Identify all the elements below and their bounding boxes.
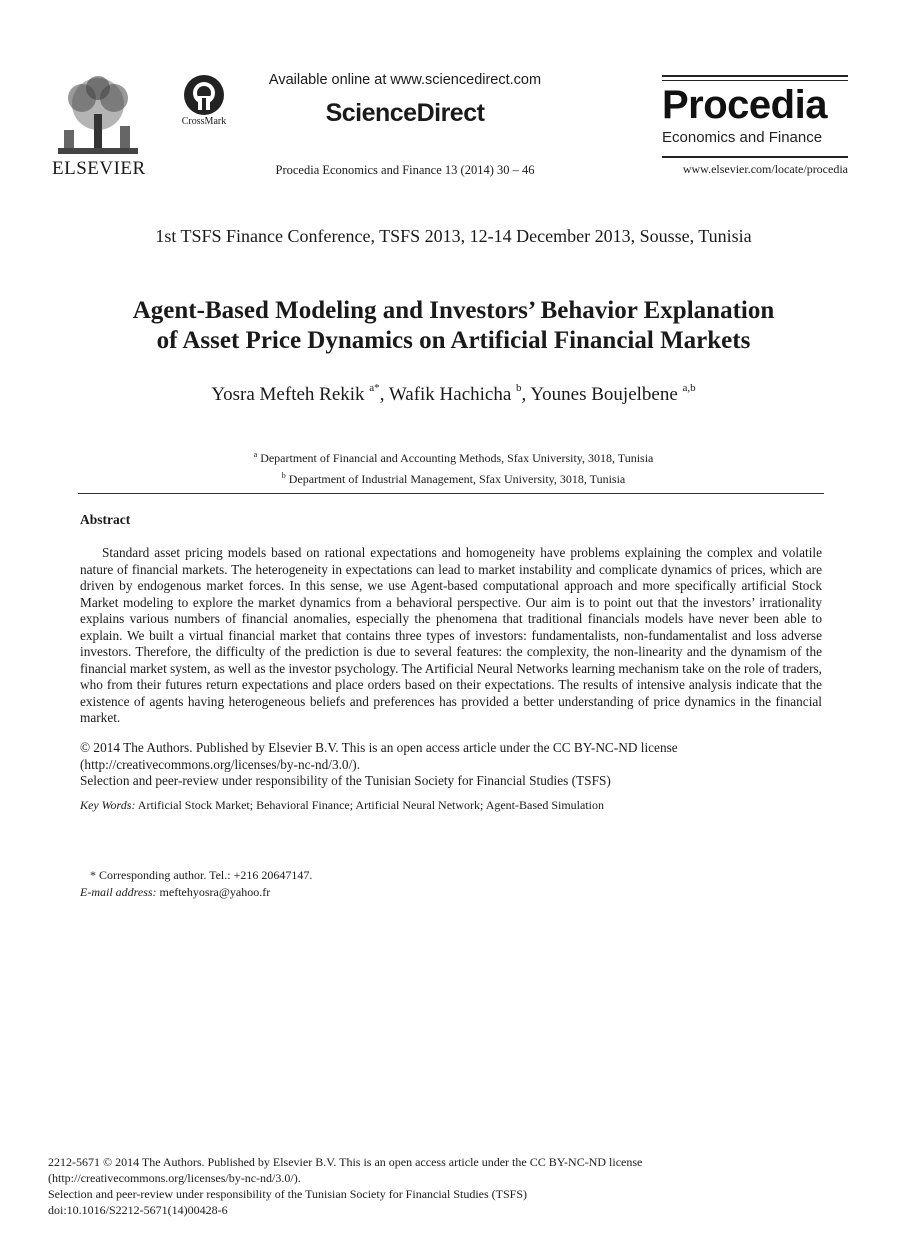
email-line (80, 884, 822, 901)
page-footer (48, 1154, 848, 1218)
footer-license: 2212-5671 © 2014 The Authors. Published by Elsevier B.V. This is an open access article under the CC BY-NC-ND license (48, 1155, 643, 1169)
paper-title (60, 296, 847, 356)
email-label: E-mail address: (80, 885, 157, 899)
keywords (80, 798, 822, 813)
journal-brand: Procedia (662, 83, 827, 127)
brand-rule (662, 75, 848, 77)
license-url-link[interactable]: (http://creativecommons.org/licenses/by-nc-nd/3.0/). (80, 756, 361, 772)
title-line-1: Agent-Based Modeling and Investors’ Behavior Explanation (132, 297, 775, 324)
abstract-body: Standard asset pricing models based on rational expectations and homogeneity have problems explaining the complex and volatile nature of financial markets. The heterogeneity in expectations can lead to market instability and complicate dynamics of prices, which are driven by endogenous market forces. In this sense, we use Agent-based computational approach and more specifically artificial Stock Market modeling to explore the market dynamics from a behavioral perspective. Our aim is to point out that the investors’ irrationality explains various numbers of financial anomalies, especially the phenomena that traditional financials models have never been able to explain. We built a virtual financial market that contains three types of investors: fundamentalists, non-fundamentalist and loss adverse investors. Therefore, the difficulty of the prediction is due to several features: the complexity, the non-linearity and the dynamism of the financial market system, as well as the investor psychology. The Artificial Neural Networks learning mechanism take on the role of traders, who from their futures return expectations and place orders based on their expectations. The results of intensive analysis indicate that the existence of agents having heterogeneous beliefs and preferences has provided a better understanding of price dynamics in the financial market. (80, 545, 822, 725)
publisher-logo-text: ELSEVIER (52, 158, 146, 179)
affiliation-item (60, 467, 847, 488)
footer-license-url-link[interactable]: (http://creativecommons.org/licenses/by-nc-nd/3.0/). (48, 1171, 301, 1185)
author-name: Yosra Mefteh Rekik (211, 384, 365, 405)
procedia-brand-block (662, 75, 848, 177)
sciencedirect-logo: ScienceDirect (325, 99, 485, 127)
footer-peer-review: Selection and peer-review under responsibility of the Tunisian Society for Financial Studies (TSFS) (48, 1187, 528, 1201)
correspondence-note (80, 867, 822, 901)
affiliation-text: Department of Financial and Accounting Methods, Sfax University, 3018, Tunisia (260, 451, 654, 465)
license-notice (80, 740, 822, 790)
crossmark-icon (183, 74, 225, 116)
affiliation-mark: b (281, 471, 286, 480)
brand-rule (662, 156, 848, 158)
author-name: Wafik Hachicha (388, 384, 512, 405)
available-online-link[interactable]: Available online at www.sciencedirect.com (268, 72, 542, 88)
author-separator: , (521, 384, 531, 405)
affiliations (60, 446, 847, 488)
journal-url-link[interactable]: www.elsevier.com/locate/procedia (682, 162, 848, 176)
corresponding-author: * Corresponding author. Tel.: +216 20647147. (90, 868, 313, 882)
crossmark-label: CrossMark (181, 116, 227, 127)
affiliation-mark: a (253, 450, 258, 459)
journal-reference: Procedia Economics and Finance 13 (2014) 30 – 46 (275, 163, 535, 177)
affiliation-item (60, 446, 847, 467)
title-line-2: of Asset Price Dynamics on Artificial Financial Markets (156, 327, 751, 354)
license-line: © 2014 The Authors. Published by Elsevier B.V. This is an open access article under the CC BY-NC-ND license (80, 740, 678, 755)
author-affil-mark: b (516, 382, 522, 394)
brand-rule (662, 80, 848, 81)
peer-review-line: Selection and peer-review under responsibility of the Tunisian Society for Financial Studies (TSFS) (80, 773, 611, 788)
crossmark-badge[interactable] (178, 74, 230, 127)
author-affil-mark: a* (369, 382, 380, 394)
author-separator: , (379, 384, 389, 405)
email-address-link[interactable]: meftehyosra@yahoo.fr (159, 885, 271, 899)
doi[interactable]: doi:10.1016/S2212-5671(14)00428-6 (48, 1203, 228, 1217)
author-list (60, 384, 847, 406)
journal-brand-subtitle: Economics and Finance (662, 129, 823, 146)
keywords-text: Artificial Stock Market; Behavioral Finance; Artificial Neural Network; Agent-Based Simulation (137, 798, 605, 812)
affiliation-text: Department of Industrial Management, Sfax University, 3018, Tunisia (288, 472, 626, 486)
author-name: Younes Boujelbene (530, 384, 678, 405)
conference-line: 1st TSFS Finance Conference, TSFS 2013, 12-14 December 2013, Sousse, Tunisia (155, 226, 752, 246)
author-affil-mark: a,b (682, 382, 696, 394)
abstract-heading: Abstract (80, 512, 131, 527)
keywords-label: Key Words: (80, 798, 136, 812)
elsevier-tree-logo (52, 74, 144, 158)
section-divider (78, 493, 824, 494)
